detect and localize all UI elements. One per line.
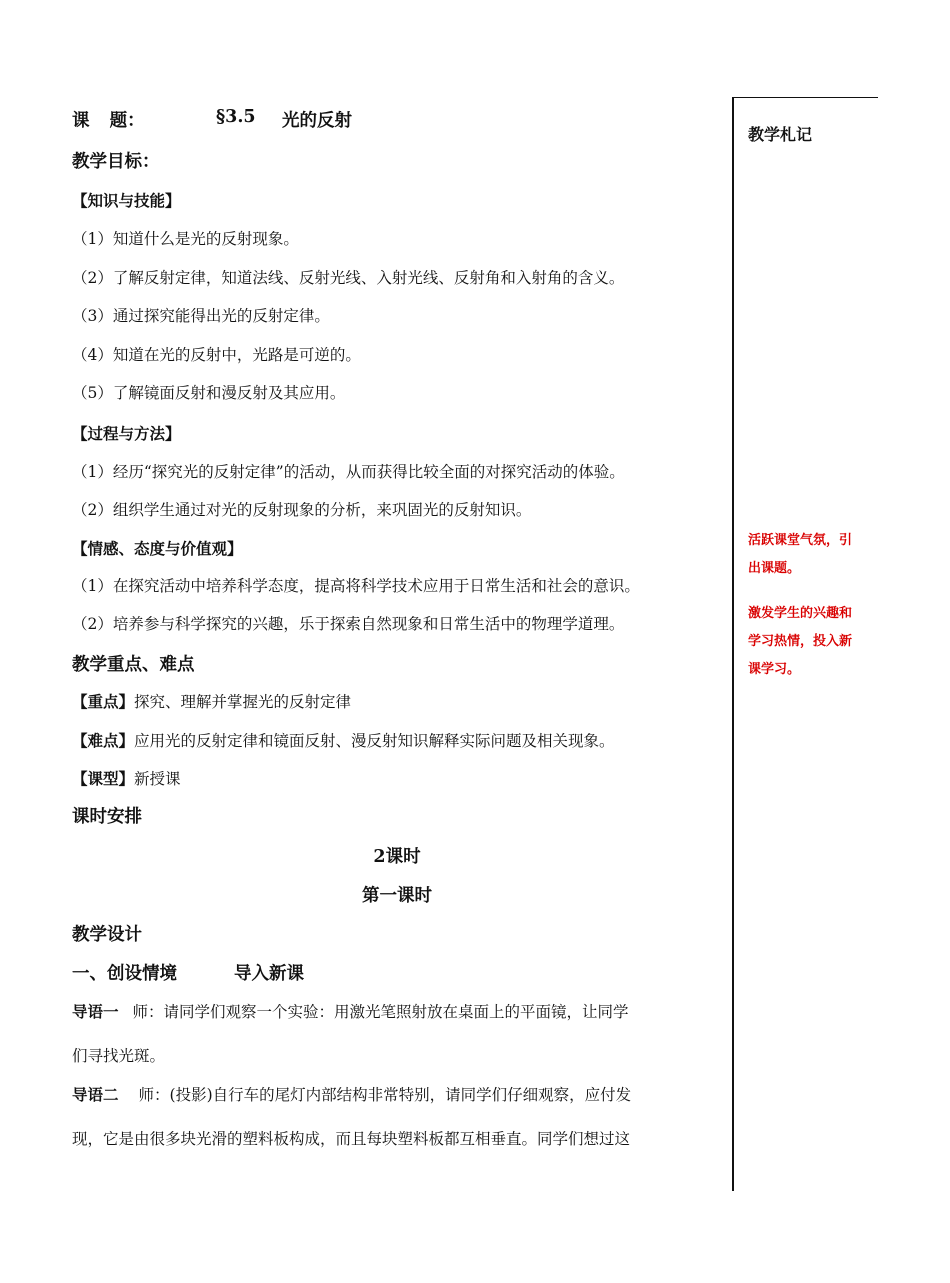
notes-column-top-rule: [732, 97, 878, 98]
note2-line2: 学习热情，投入新: [748, 634, 853, 649]
emotion-item: （2）培养参与科学探究的兴趣，乐于探索自然现象和日常生活中的物理学道理。: [72, 615, 625, 633]
intro2-line1: [72, 1083, 631, 1105]
knowledge-heading: 【知识与技能】: [72, 191, 181, 210]
focus-label: 【重点】: [72, 692, 135, 711]
difficulty-text: 应用光的反射定律和镜面反射、漫反射知识解释实际问题及相关现象。: [134, 732, 615, 750]
first-lesson-title: 第一课时: [362, 886, 432, 906]
part1-title: 一、创设情境: [72, 964, 177, 984]
type-text: 新授课: [134, 770, 181, 788]
design-heading: 教学设计: [72, 925, 142, 945]
sidebar-note-1: [748, 527, 878, 583]
note2-line3: 课学习。: [748, 662, 801, 677]
notes-column-divider: [732, 97, 734, 1191]
process-item: （1）经历“探究光的反射定律”的活动，从而获得比较全面的对探究活动的体验。: [72, 463, 625, 481]
emotion-heading: 【情感、态度与价值观】: [72, 539, 243, 558]
process-item: （2）组织学生通过对光的反射现象的分析，来巩固光的反射知识。: [72, 501, 532, 519]
topic-line: [72, 107, 352, 132]
focus-text: 探究、理解并掌握光的反射定律: [134, 693, 352, 711]
note1-line2: 出课题。: [748, 561, 801, 576]
intro2-label: 导语二: [72, 1085, 119, 1104]
note1-line1: 活跃课堂气氛，引: [748, 533, 853, 548]
schedule-hours: 2课时: [373, 847, 421, 867]
difficulty-line: [72, 729, 615, 751]
part1-heading: [72, 960, 304, 985]
intro2-line2: 现，它是由很多块光滑的塑料板构成，而且每块塑料板都互相垂直。同学们想过这: [72, 1130, 631, 1148]
intro1-line2: 们寻找光斑。: [72, 1047, 166, 1065]
type-label: 【课型】: [72, 769, 135, 788]
sidebar-note-2: [748, 600, 878, 684]
schedule-heading: 课时安排: [72, 807, 142, 827]
key-points-heading: 教学重点、难点: [72, 655, 195, 675]
emotion-item: （1）在探究活动中培养科学态度，提高将科学技术应用于日常生活和社会的意识。: [72, 577, 640, 595]
teaching-notes-title: 教学札记: [748, 125, 813, 144]
knowledge-item: （5）了解镜面反射和漫反射及其应用。: [72, 384, 346, 402]
intro1-label: 导语一: [72, 1002, 119, 1021]
topic-label: 课 题：: [72, 111, 145, 131]
note2-line1: 激发学生的兴趣和: [748, 606, 853, 621]
knowledge-item: （3）通过探究能得出光的反射定律。: [72, 307, 330, 325]
intro2-text: 师：(投影)自行车的尾灯内部结构非常特别，请同学们仔细观察，应付发: [138, 1086, 632, 1104]
process-heading: 【过程与方法】: [72, 424, 181, 443]
intro1-text: 师：请同学们观察一个实验：用激光笔照射放在桌面上的平面镜，让同学: [132, 1003, 629, 1021]
type-line: [72, 767, 181, 789]
knowledge-item: （4）知道在光的反射中，光路是可逆的。: [72, 346, 361, 364]
part1-subtitle: 导入新课: [234, 964, 304, 984]
lesson-title: 光的反射: [282, 111, 352, 131]
knowledge-item: （1）知道什么是光的反射现象。: [72, 230, 299, 248]
objectives-heading: 教学目标：: [72, 152, 160, 172]
knowledge-item: （2）了解反射定律，知道法线、反射光线、入射光线、反射角和入射角的含义。: [72, 269, 625, 287]
section-number: §3.5: [216, 107, 256, 127]
focus-line: [72, 690, 351, 712]
difficulty-label: 【难点】: [72, 731, 135, 750]
intro1-line1: [72, 1000, 629, 1022]
